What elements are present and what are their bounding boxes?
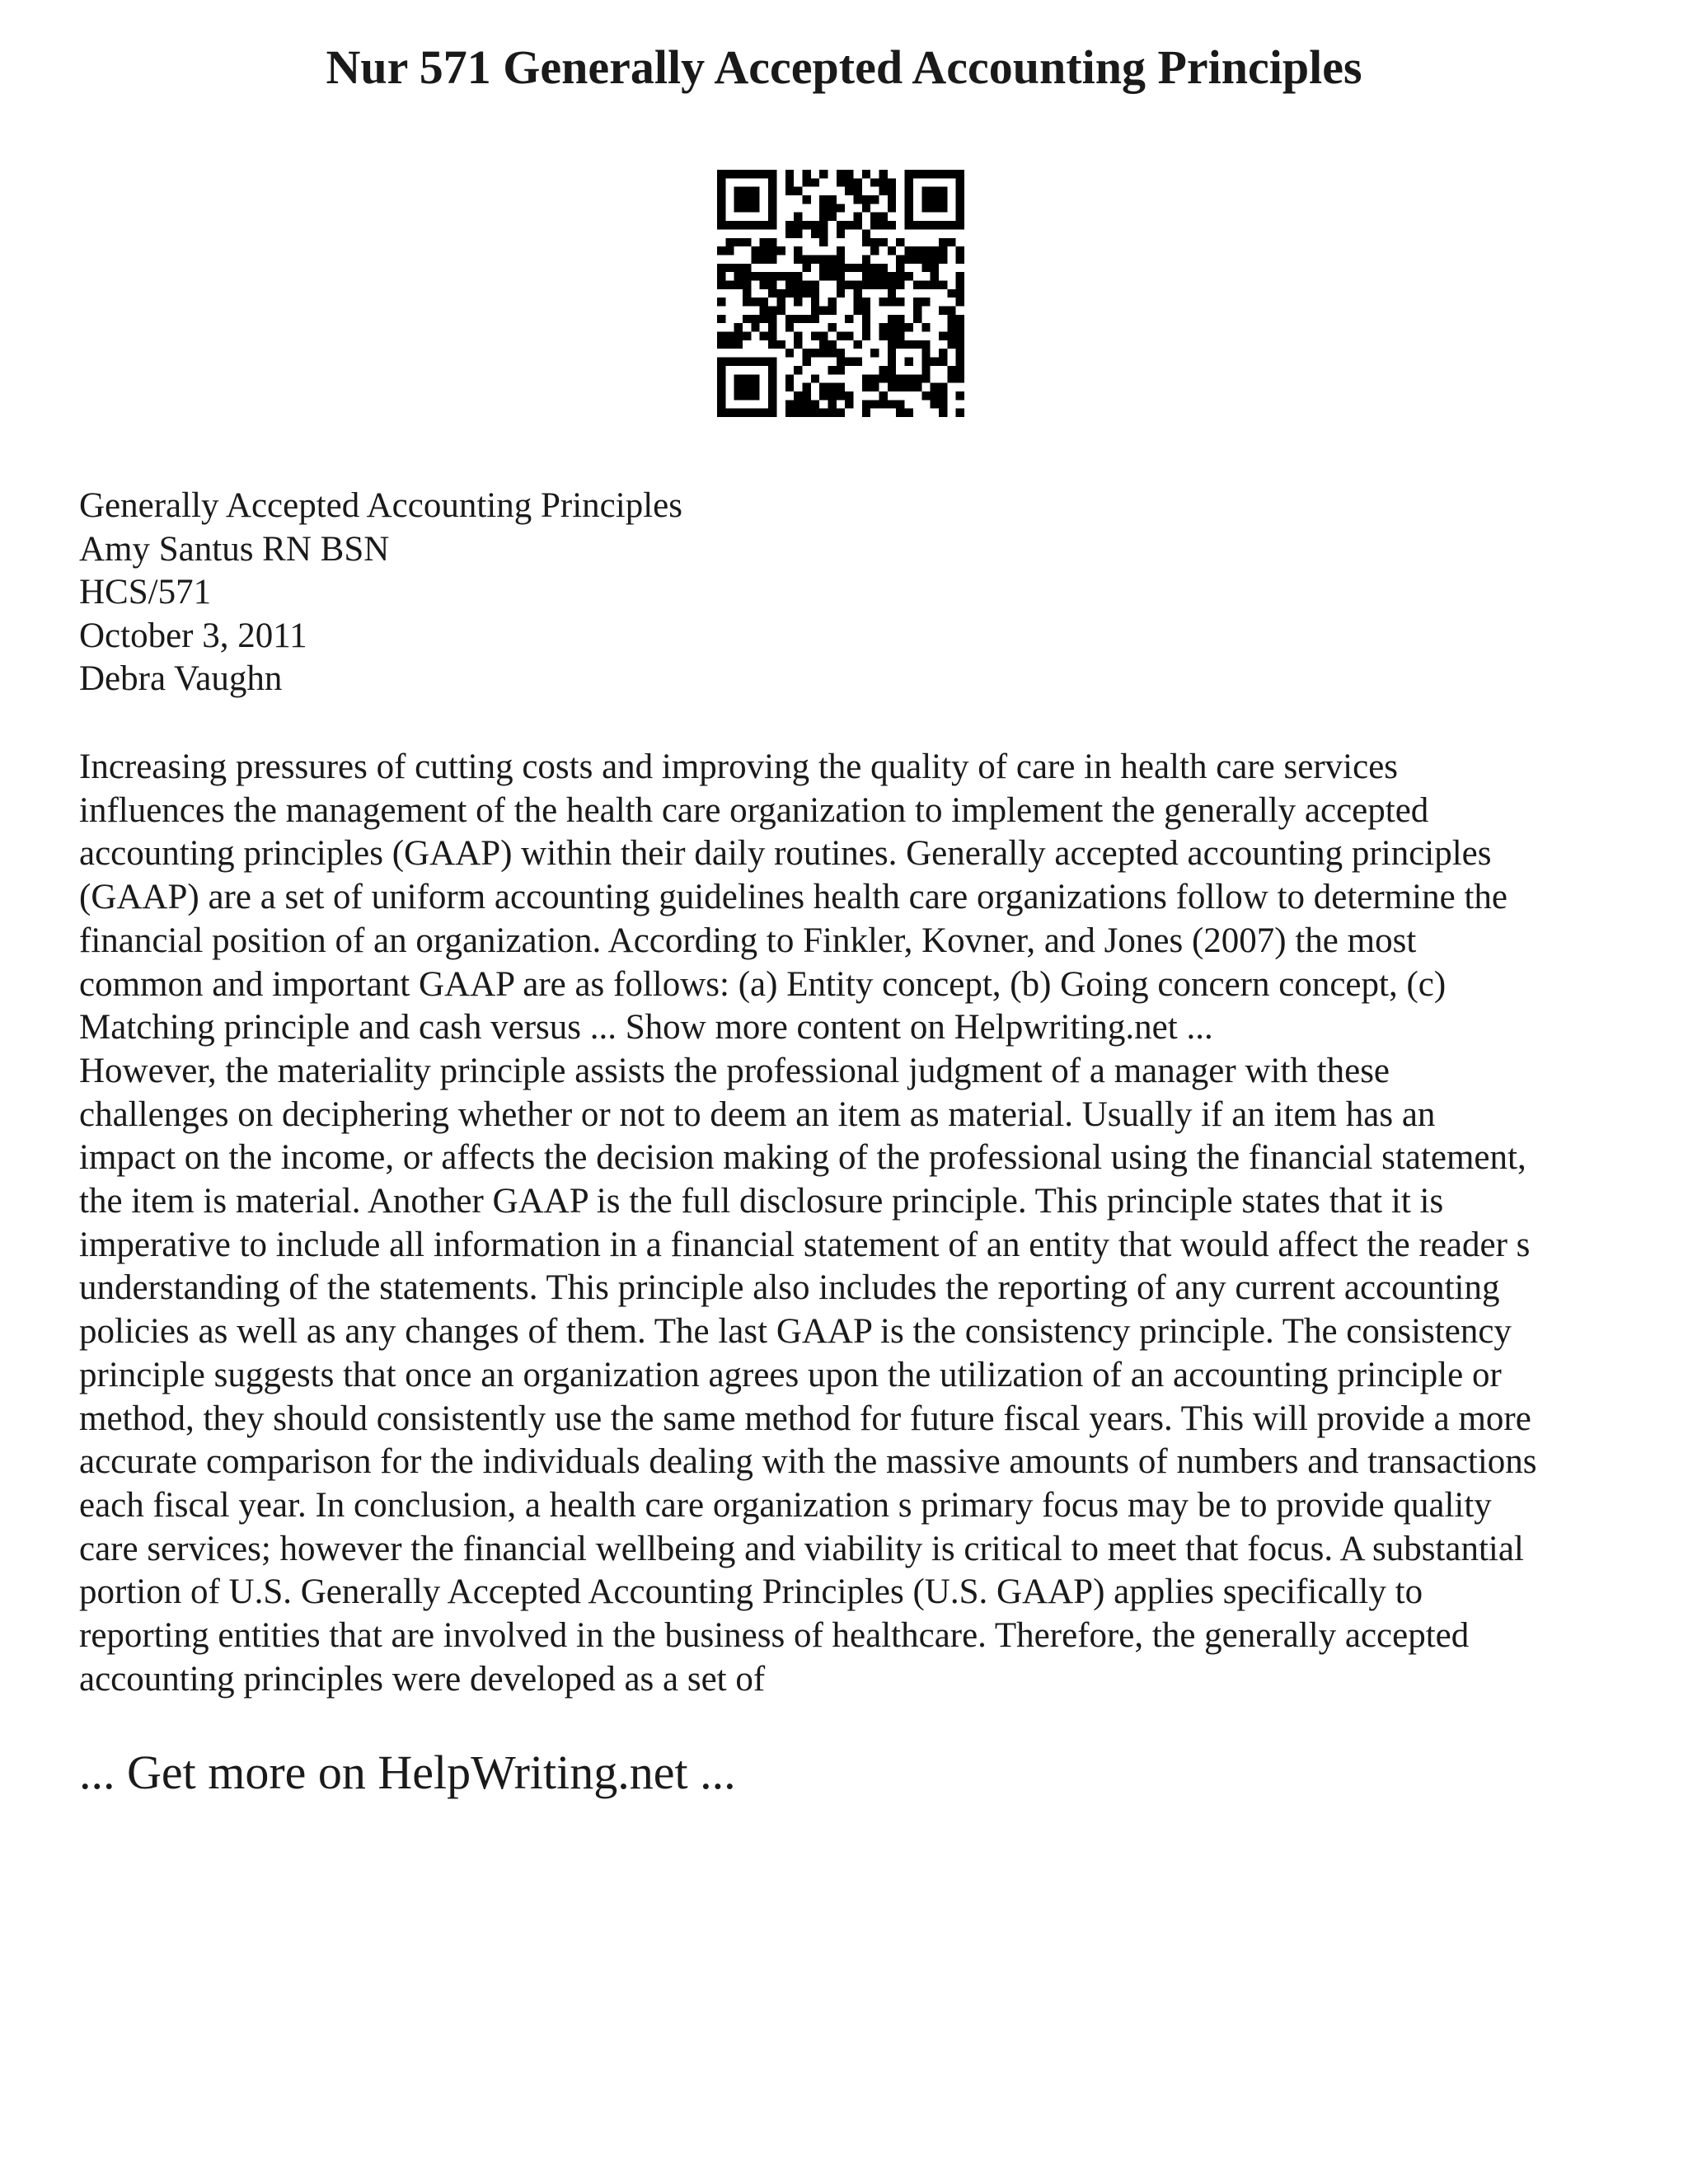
body-line: Increasing pressures of cutting costs and improving the quality of care in health care services — [79, 748, 1399, 786]
body-line: each fiscal year. In conclusion, a health care organization s primary focus may be to provide quality — [79, 1485, 1492, 1525]
body-line: common and important GAAP are as follows: (a) Entity concept, (b) Going concern concept, (c) — [79, 964, 1447, 1004]
get-more-link[interactable]: ... Get more on HelpWriting.net ... — [79, 1746, 736, 1799]
body-line: impact on the income, or affects the decision making of the professional using the financial statement, — [79, 1138, 1526, 1178]
body-line: method, they should consistently use the same method for future fiscal years. This will provide a more — [79, 1399, 1531, 1438]
meta-date: October 3, 2011 — [79, 616, 307, 655]
body-line: Matching principle and cash versus ... Show more content on Helpwriting.net ... — [79, 1008, 1213, 1047]
body-line: imperative to include all information in a financial statement of an entity that would affect the reader s — [79, 1225, 1531, 1264]
body-line: reporting entities that are involved in the business of healthcare. Therefore, the generally accepted — [79, 1616, 1470, 1656]
essay-body — [79, 746, 1612, 1701]
body-line: financial position of an organization. According to Finkler, Kovner, and Jones (2007) the most — [79, 921, 1417, 960]
body-line: principle suggests that once an organization agrees upon the utilization of an accounting principle or — [79, 1355, 1502, 1394]
body-line: portion of U.S. Generally Accepted Accounting Principles (U.S. GAAP) applies specifically to — [79, 1572, 1423, 1612]
body-line: However, the materiality principle assists the professional judgment of a manager with these — [79, 1051, 1390, 1090]
body-line: accounting principles (GAAP) within their daily routines. Generally accepted accounting principles — [79, 834, 1492, 874]
body-line: care services; however the financial wellbeing and viability is critical to meet that focus. A substantial — [79, 1529, 1524, 1568]
body-line: the item is material. Another GAAP is the full disclosure principle. This principle states that it is — [79, 1182, 1444, 1221]
meta-instructor: Debra Vaughn — [79, 659, 283, 698]
qr-code-image — [717, 170, 964, 417]
meta-subject: Generally Accepted Accounting Principles — [79, 486, 682, 525]
meta-course: HCS/571 — [79, 573, 212, 612]
body-line: understanding of the statements. This principle also includes the reporting of any current accounting — [79, 1268, 1500, 1308]
page-title: Nur 571 Generally Accepted Accounting Principles — [326, 40, 1362, 94]
body-line: challenges on deciphering whether or not to deem an item as material. Usually if an item has an — [79, 1094, 1436, 1134]
body-line: (GAAP) are a set of uniform accounting guidelines health care organizations follow to determine the — [79, 878, 1507, 917]
body-line: accounting principles were developed as a set of — [79, 1659, 766, 1699]
qr-code-graphic — [717, 170, 964, 417]
body-line: influences the management of the health care organization to implement the generally accepted — [79, 790, 1429, 830]
meta-author: Amy Santus RN BSN — [79, 529, 390, 569]
body-line: policies as well as any changes of them. The last GAAP is the consistency principle. The consistency — [79, 1312, 1512, 1352]
document-meta — [79, 485, 682, 701]
body-line: accurate comparison for the individuals dealing with the massive amounts of numbers and transactions — [79, 1442, 1537, 1482]
